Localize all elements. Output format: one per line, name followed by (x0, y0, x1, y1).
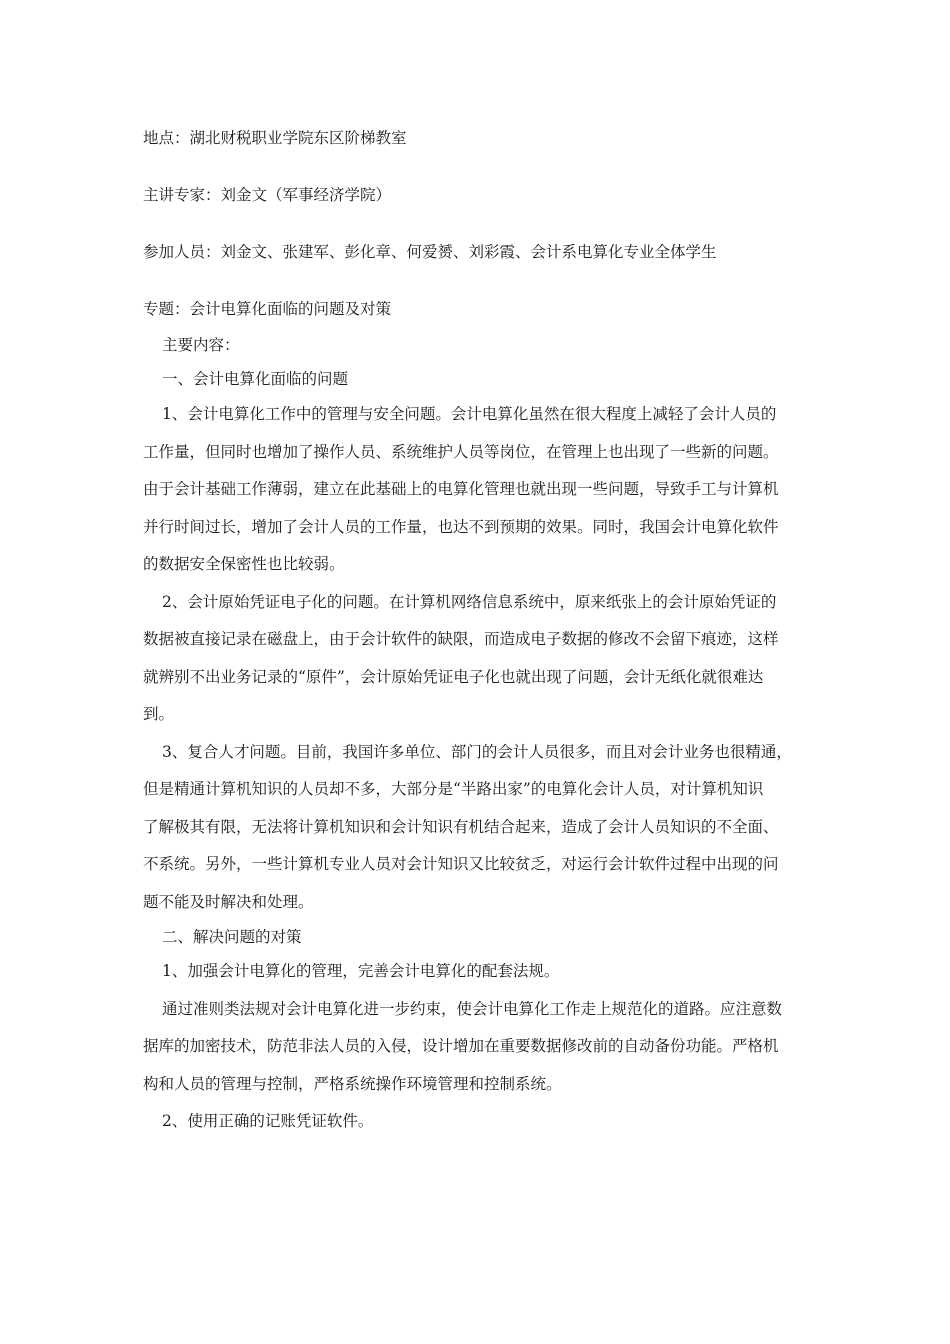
paragraph-line: 1、会计电算化工作中的管理与安全问题。会计电算化虽然在很大程度上减轻了会计人员的 (162, 405, 777, 423)
paragraph-line: 通过准则类法规对会计电算化进一步约束，使会计电算化工作走上规范化的道路。应注意数 (162, 999, 783, 1018)
paragraph-line: 就辨别不出业务记录的“原件”，会计原始凭证电子化也就出现了问题，会计无纸化就很难达 (143, 667, 764, 686)
paragraph-line: 但是精通计算机知识的人员却不多，大部分是“半路出家”的电算化会计人员，对计算机知识 (143, 780, 764, 798)
paragraph-line: 3、复合人才问题。目前，我国许多单位、部门的会计人员很多，而且对会计业务也很精通， (162, 742, 792, 761)
paragraph-line: 不系统。另外，一些计算机专业人员对会计知识又比较贫乏，对运行会计软件过程中出现的问 (143, 855, 779, 873)
paragraph-line: 工作量，但同时也增加了操作人员、系统维护人员等岗位，在管理上也出现了一些新的问题。 (143, 442, 779, 461)
paragraph-line: 据库的加密技术，防范非法人员的入侵，设计增加在重要数据修改前的自动备份功能。严格机 (143, 1037, 779, 1055)
paragraph-line: 并行时间过长，增加了会计人员的工作量，也达不到预期的效果。同时，我国会计电算化软件 (143, 517, 779, 536)
paragraph-talent (143, 734, 835, 922)
solution-item-2: 2、使用正确的记账凭证软件。 (162, 1112, 374, 1130)
paragraph-regulation (143, 991, 835, 1104)
section-heading-solutions: 二、解决问题的对策 (162, 928, 302, 946)
paragraph-original-voucher (143, 584, 835, 734)
paragraph-line: 由于会计基础工作薄弱，建立在此基础上的电算化管理也就出现一些问题，导致手工与计算机 (143, 480, 779, 498)
topic-line: 专题：会计电算化面临的问题及对策 (143, 300, 392, 318)
location-line: 地点：湖北财税职业学院东区阶梯教室 (143, 129, 407, 147)
paragraph-line: 数据被直接记录在磁盘上，由于会计软件的缺限，而造成电子数据的修改不会留下痕迹，这样 (143, 630, 779, 648)
paragraph-line: 2、会计原始凭证电子化的问题。在计算机网络信息系统中，原来纸张上的会计原始凭证的 (162, 592, 777, 611)
speaker-line: 主讲专家：刘金文（军事经济学院） (143, 186, 392, 204)
paragraph-line: 的数据安全保密性也比较弱。 (143, 555, 345, 573)
paragraph-line: 到。 (143, 705, 175, 723)
paragraph-line: 了解极其有限，无法将计算机知识和会计知识有机结合起来，造成了会计人员知识的不全面、 (143, 817, 779, 836)
participants-line: 参加人员：刘金文、张建军、彭化章、何爱赟、刘彩霞、会计系电算化专业全体学生 (143, 243, 717, 261)
paragraph-line: 构和人员的管理与控制，严格系统操作环境管理和控制系统。 (143, 1074, 562, 1093)
main-content-label: 主要内容： (162, 336, 240, 354)
solution-item-1: 1、加强会计电算化的管理，完善会计电算化的配套法规。 (162, 962, 560, 980)
section-heading-problems: 一、会计电算化面临的问题 (162, 370, 349, 388)
paragraph-management-security (143, 396, 835, 584)
paragraph-line: 题不能及时解决和处理。 (143, 892, 314, 911)
main-content (143, 330, 835, 1141)
